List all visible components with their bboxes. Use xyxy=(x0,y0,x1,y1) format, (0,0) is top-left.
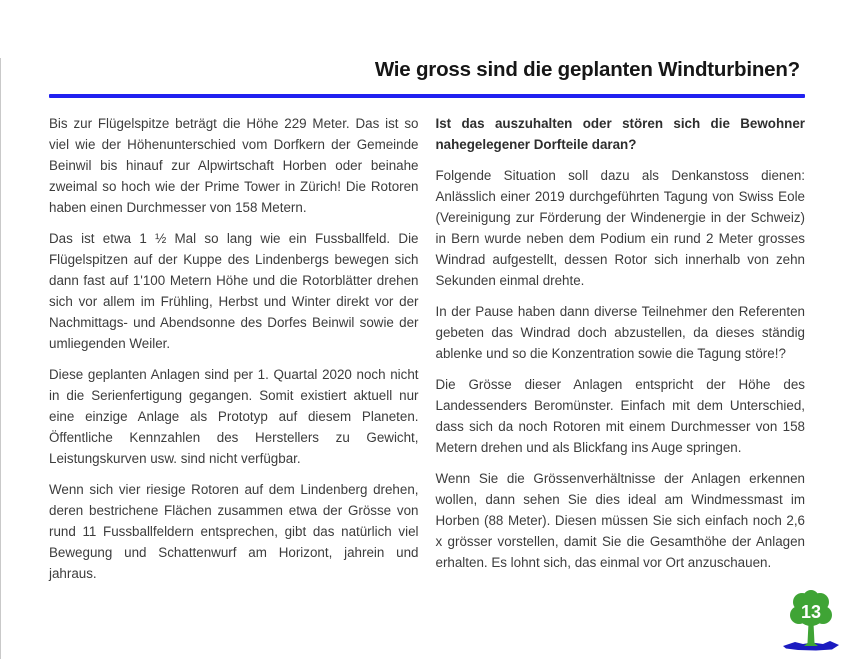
title-divider-rule xyxy=(49,94,805,98)
paragraph: In der Pause haben dann diverse Teilnehmer den Referenten gebeten das Windrad doch abzustellen, da dieses ständig ablenke und so die Konzentration sowie die Tagung störe!? xyxy=(435,304,805,361)
paragraph: Das ist etwa 1 ½ Mal so lang wie ein Fussballfeld. Die Flügelspitzen auf der Kuppe des Lindenbergs bewegen sich dann fast auf 1'100 Metern Höhe und die Rotorblätter drehen sich vor allem im Frühling, Herbst und Winter direkt vor der Nachmittags- und Abendsonne des Dorfes Beinwil sowie der umliegenden Weiler. xyxy=(49,231,419,351)
document-page xyxy=(0,58,851,659)
tree-icon xyxy=(776,589,846,655)
paragraph: Wenn sich vier riesige Rotoren auf dem Lindenberg drehen, deren bestrichene Flächen zusammen etwa der Grösse von rund 11 Fussballfeldern entsprechen, gibt das natürlich viel Bewegung und Schattenwurf am Horizont, jahrein und jahraus. xyxy=(49,482,419,581)
section-heading: Ist das auszuhalten oder stören sich die Bewohner nahegelegener Dorfteile daran? xyxy=(435,116,805,152)
left-column xyxy=(49,113,419,594)
page-content xyxy=(1,58,851,594)
paragraph: Die Grösse dieser Anlagen entspricht der Höhe des Landessenders Beromünster. Einfach mit dem Unterschied, dass sich da noch Rotoren mit einem Durchmesser von 158 Metern drehen und als Blickfang ins Auge springen. xyxy=(435,377,805,455)
paragraph: Diese geplanten Anlagen sind per 1. Quartal 2020 noch nicht in die Serienfertigung gegangen. Somit existiert aktuell nur eine einzige Anlage als Prototyp auf diesem Planeten. Öffentliche Kennzahlen des Herstellers zu Gewicht, Leistungskurven usw. sind nicht verfügbar. xyxy=(49,367,419,466)
page-title: Wie gross sind die geplanten Windturbinen? xyxy=(374,58,800,81)
two-column-body xyxy=(49,113,805,594)
paragraph: Wenn Sie die Grössenverhältnisse der Anlagen erkennen wollen, dann sehen Sie dies ideal am Windmessmast im Horben (88 Meter). Diesen müssen Sie sich einfach noch 2,6 x grösser vorstellen, damit Sie die Gesamthöhe der Anlagen erhalten. Es lohnt sich, das einmal vor Ort anzuschauen. xyxy=(435,471,805,570)
right-column xyxy=(436,113,806,594)
page-number: 13 xyxy=(800,602,822,622)
paragraph: Bis zur Flügelspitze beträgt die Höhe 229 Meter. Das ist so viel wie der Höhenunterschied vom Dorfkern der Gemeinde Beinwil bis hinauf zur Alpwirtschaft Horben oder beinahe zweimal so hoch wie der Prime Tower in Zürich! Die Rotoren haben einen Durchmesser von 158 Metern. xyxy=(49,116,419,215)
page-number-badge xyxy=(776,589,846,655)
paragraph: Folgende Situation soll dazu als Denkanstoss dienen: Anlässlich einer 2019 durchgeführten Tagung von Swiss Eole (Vereinigung zur Förderung der Windenergie in der Schweiz) in Bern wurde neben dem Podium ein rund 2 Meter grosses Windrad aufgestellt, dessen Rotor sich innerhalb von zehn Sekunden einmal drehte. xyxy=(435,168,805,288)
